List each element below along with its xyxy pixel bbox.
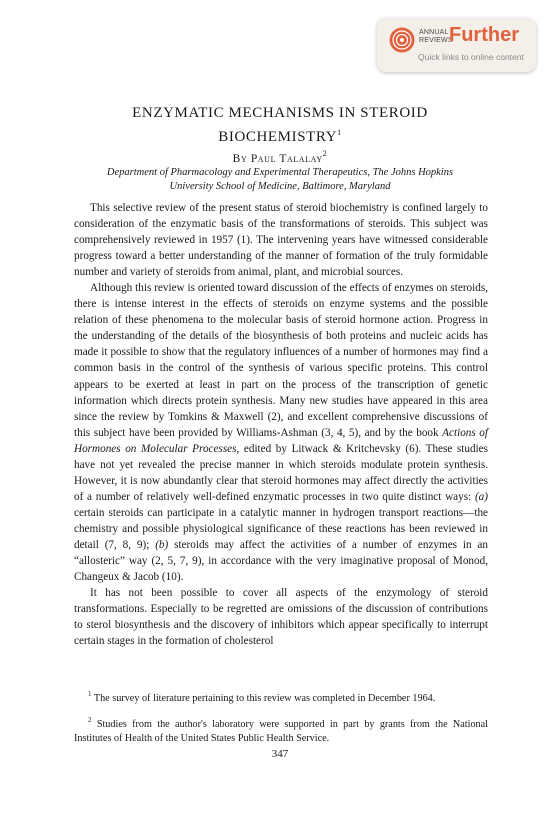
title-footnote-mark: 1 [337,128,342,137]
annual-reviews-label: ANNUAL REVIEWS [419,29,453,44]
paragraph-1: This selective review of the present status of steroid biochemistry is confined largely to consideration of the enzymatic basis of the transformations of steroids. This subject was comprehensively reviewed in 1957 (1). The intervening years have witnessed considerable progress toward a better understanding of the manner of formation of the truly formidable number and variety of steroids from animal, plant, and microbial sources. [74,202,488,279]
author-footnote-mark: 2 [322,149,328,158]
paragraph-3: It has not been possible to cover all aspects of the enzymology of steroid transformations. Especially to be regretted are omissions of the discussion of contributions to sterol biosynthesis and the discovery of inhibitors which appear specifically to interrupt certain stages in the formation of cholesterol [74,587,488,648]
affiliation-line-1: Department of Pharmacology and Experimental Therapeutics, The Johns Hopkins [106,167,454,178]
author-line [0,149,560,165]
article-title-line-1: ENZYMATIC MECHANISMS IN STEROID [132,105,428,121]
annual-reviews-logo-icon [389,27,415,53]
author-by: By [232,153,248,165]
article-body [74,200,488,649]
footnote-1: $^1$ The survey of literature pertaining to this review was completed in December 1964. [88,690,436,704]
further-label: Further [449,24,519,46]
article-title-line-2: BIOCHEMISTRY$^1$ [218,128,342,145]
footnote-2: $^2$ Studies from the author's laboratory were supported in part by grants from the National Institutes of Health of the United States Public Health Service. [74,716,488,744]
page-number: 347 [271,748,289,760]
further-badge[interactable] [377,18,536,72]
book-title: Actions of Hormones on Molecular Processes [74,426,488,455]
further-subtitle: Quick links to online content [418,52,524,62]
author-name: Paul Talalay [250,153,323,165]
affiliation-line-2: University School of Medicine, Baltimore, Maryland [169,181,391,192]
paragraph-2: Although this review is oriented toward discussion of the effects of enzymes on steroids, there is intense interest in the effects of steroids on enzyme systems and the possible relation of these phenomena to the molecular basis of steroid hormone action. Progress in the understanding of the details of the biosynthesis of both proteins and nucleic acids has made it possible to show that the regulatory influences of a number of hormones may find a common basis in the control of the synthesis of various specific proteins. This control appears to be exerted at least in part on the process of the transcription of genetic information which directs protein synthesis. Many new studies have appeared in this area since the review by Tomkins & Maxwell (2), and excellent comprehensive discussions of this subject have been provided by Williams-Ashman (3, 4, 5), and by the book Actions of Hormones on Molecular Processes, edited by Litwack & Kritchevsky (6). These studies have not yet revealed the precise manner in which steroids modulate protein synthesis. However, it is now abundantly clear that steroid hormones may affect directly the activities of a number of relatively well-defined enzymatic processes in two quite distinct ways: (a) certain steroids can participate in a catalytic manner in hydrogen transport reactions—the chemistry and possible physiological significance of these reactions has been reviewed in detail (7, 8, 9); (b) steroids may affect the activities of a number of enzymes in an “allosteric” way (2, 5, 7, 9), in accordance with the very imaginative proposal of Monod, Changeux & Jacob (10). [74,282,488,584]
